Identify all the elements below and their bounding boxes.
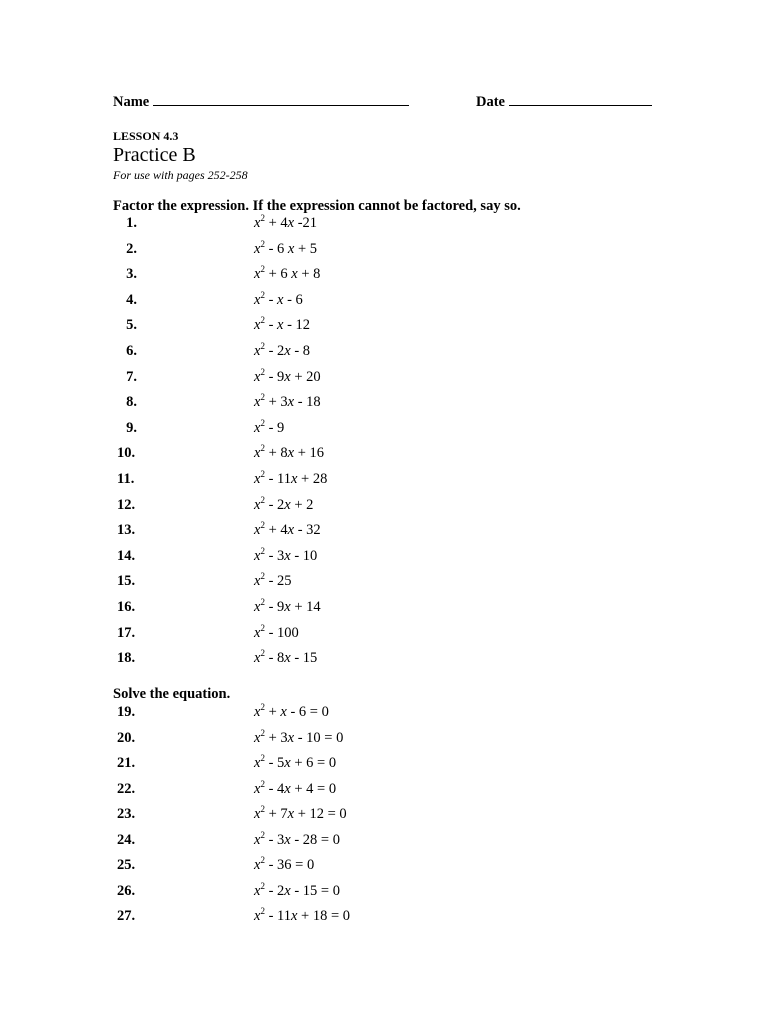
- problem-row: [0, 417, 770, 442]
- problem-row: [0, 215, 770, 237]
- name-label: Name: [113, 94, 150, 110]
- page-subtitle: For use with pages 252-258: [113, 168, 248, 182]
- name-field[interactable]: [113, 93, 409, 111]
- problem-number: 6.: [126, 343, 137, 359]
- problem-expression: $x^2 + x - 6 = 0$: [254, 702, 329, 720]
- problem-row: [0, 266, 770, 288]
- problem-number: 21.: [117, 755, 136, 771]
- problem-row: [0, 545, 770, 570]
- problem-number: 10.: [117, 445, 136, 462]
- problem-row: [0, 622, 770, 647]
- problem-number: 17.: [117, 624, 136, 641]
- problem-expression: $x^2 + 7x + 12 = 0$: [254, 804, 347, 822]
- problem-number: 3.: [126, 266, 137, 283]
- problem-number: 26.: [117, 882, 136, 899]
- problem-number: 20.: [117, 729, 136, 746]
- problem-number: 1.: [126, 215, 137, 231]
- problem-row: [0, 650, 770, 672]
- date-blank-line[interactable]: [509, 93, 652, 106]
- problem-expression: $x^2 + 6$ x + 8: [254, 264, 321, 283]
- problem-expression: $x^2 - 9x + 20$: [254, 366, 321, 385]
- problem-number: 15.: [117, 573, 136, 590]
- solve-instructions: Solve the equation.: [113, 686, 231, 702]
- problem-number: 13.: [117, 522, 136, 539]
- problem-row: [0, 522, 770, 544]
- problem-expression: $x^2 + 4x - 32$: [254, 520, 321, 539]
- factor-instructions: Factor the expression. If the expression cannot be factored, say so.: [113, 198, 521, 214]
- problem-number: 16.: [117, 599, 136, 615]
- problem-number: 23.: [117, 806, 136, 822]
- problem-number: 4.: [126, 291, 137, 308]
- problem-number: 25.: [117, 857, 136, 873]
- page-title: Practice B: [113, 144, 196, 166]
- problem-number: 14.: [117, 547, 136, 564]
- date-label: Date: [476, 94, 505, 110]
- problem-number: 11.: [117, 471, 135, 487]
- date-field[interactable]: [476, 93, 652, 111]
- problem-expression: $x^2 + 8x + 16$: [254, 443, 324, 462]
- problem-number: 27.: [117, 908, 136, 924]
- problem-expression: $x^2 - 11x + 18 = 0$: [254, 906, 351, 924]
- problem-expression: $x^2 - 2x - 8$: [254, 341, 311, 359]
- problem-row: [0, 494, 770, 519]
- problem-row: [0, 727, 770, 752]
- problem-row: [0, 471, 770, 493]
- lesson-label: LESSON 4.3: [113, 129, 179, 143]
- problem-row: [0, 908, 770, 930]
- problem-row: [0, 806, 770, 828]
- problem-number: 22.: [117, 780, 136, 797]
- problem-expression: $x^2 - 4x + 4 = 0$: [254, 778, 337, 797]
- problem-number: 7.: [126, 368, 137, 385]
- problem-row: [0, 857, 770, 879]
- problem-expression: $x^2$ - x - 6: [254, 289, 303, 308]
- problem-expression: $x^2 - 2x - 15 = 0$: [254, 880, 340, 899]
- problem-row: [0, 445, 770, 467]
- problem-row: [0, 238, 770, 263]
- problem-row: [0, 394, 770, 416]
- problem-expression: $x^2 + 3x - 10 = 0$: [254, 727, 344, 746]
- problem-number: 5.: [126, 317, 137, 334]
- problem-row: [0, 778, 770, 803]
- problem-row: [0, 343, 770, 365]
- problem-expression: $x^2 - 25$: [254, 571, 292, 590]
- problem-expression: $x^2 - 100$: [254, 622, 299, 641]
- problem-expression: $x^2 - 3x - 28 = 0$: [254, 829, 340, 848]
- problem-expression: $x^2 - 9x + 14$: [254, 597, 321, 615]
- problem-expression: $x^2$ - x - 12: [254, 315, 311, 334]
- problem-row: [0, 366, 770, 391]
- problem-row: [0, 573, 770, 595]
- problem-expression: $x^2 - 8x - 15$: [254, 648, 318, 667]
- problem-number: 24.: [117, 831, 136, 848]
- problem-row: [0, 880, 770, 905]
- problem-number: 18.: [117, 650, 136, 667]
- problem-expression: $x^2 - 36 = 0$: [254, 855, 315, 873]
- problem-expression: $x^2 - 6$ x + 5: [254, 238, 318, 257]
- problem-row: [0, 317, 770, 339]
- problem-number: 9.: [126, 419, 137, 436]
- problem-expression: $x^2 - 3x - 10$: [254, 545, 318, 564]
- problem-expression: $x^2 - 5x + 6 = 0$: [254, 753, 337, 771]
- problem-number: 2.: [126, 240, 137, 257]
- problem-expression: $x^2 - 11x + 28$: [254, 469, 328, 487]
- problem-row: [0, 704, 770, 726]
- problem-expression: $x^2 - 9$: [254, 417, 285, 436]
- problem-number: 19.: [117, 704, 136, 720]
- name-blank-line[interactable]: [153, 93, 409, 106]
- problem-row: [0, 755, 770, 777]
- problem-expression: $x^2 + 3x - 18$: [254, 392, 321, 411]
- problem-row: [0, 829, 770, 854]
- problem-row: [0, 599, 770, 621]
- problem-row: [0, 289, 770, 314]
- problem-expression: $x^2 + 4x$ -21: [254, 213, 318, 231]
- problem-number: 8.: [126, 394, 137, 411]
- problem-expression: $x^2 - 2x + 2$: [254, 494, 314, 513]
- problem-number: 12.: [117, 496, 136, 513]
